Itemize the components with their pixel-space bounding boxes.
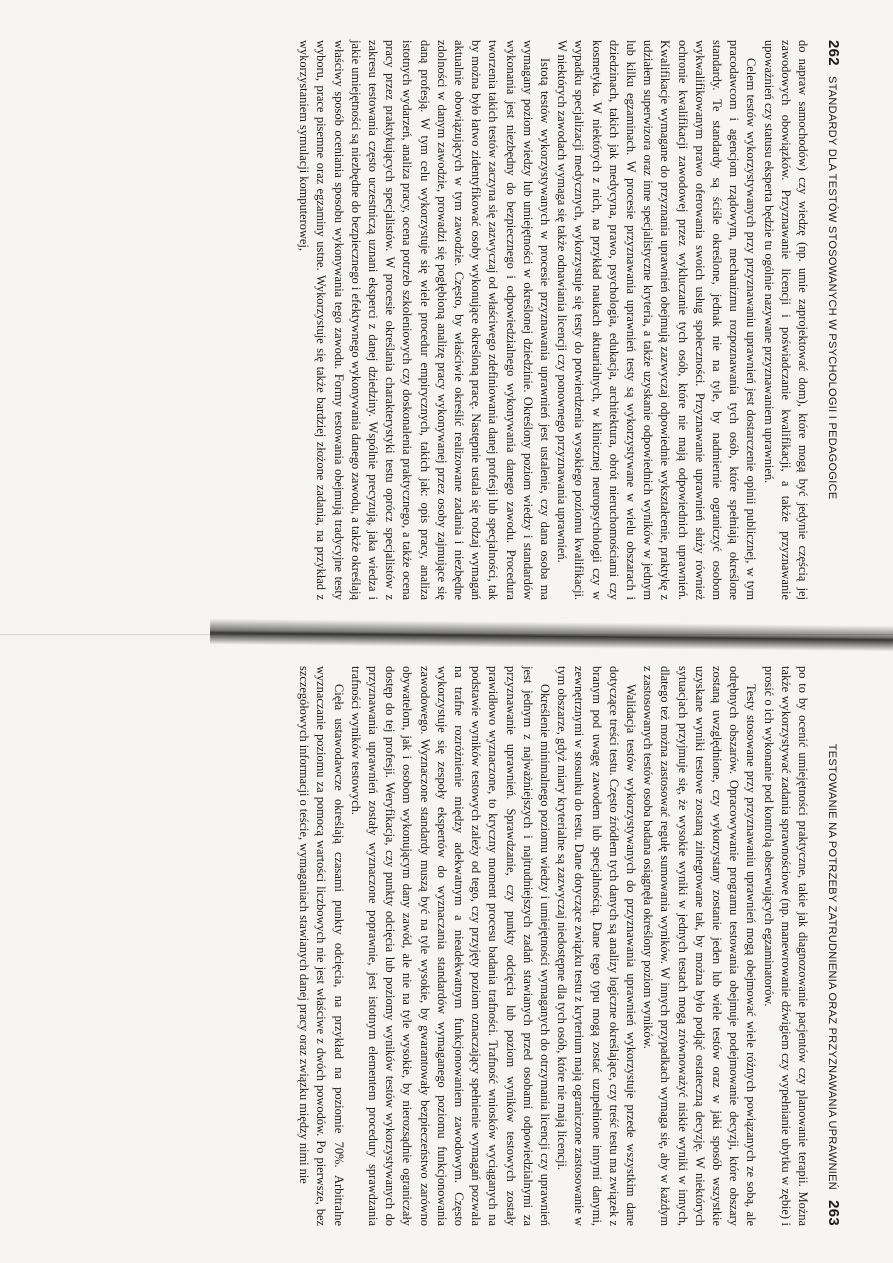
running-head-title: TESTOWANIE NA POTRZEBY ZATRUDNIENIA ORAZ PRZYZNAWANIA UPRAWNIEŃ: [826, 743, 838, 1191]
running-head-title: STANDARDY DLA TESTÓW STOSOWANYCH W PSYCHOLOGII I PEDAGOGICE: [826, 75, 838, 500]
paragraph: Walidacja testów wykorzystywanych do przyznawania uprawnień wykorzystuje przede wszystkim dane dotyczące treści testu. Często źródłem tych danych są analizy logiczne określające, czy treść testu ma związek z branym pod uwagę zawodem lub specjalnością. Dane tego typu mogą zostać uzupełnione innymi danymi, zewnętrznymi w stosunku do testu. Dane dotyczące związku testu z kryterium mają ograniczone zastosowanie w tym obszarze, gdyż miary kryterialne są zazwyczaj niedostępne dla tych osób, które nie mają licencji.: [555, 666, 638, 1226]
running-head-263: [825, 666, 842, 1226]
page-263-body: [295, 666, 811, 1226]
spine-shadow: [210, 618, 893, 651]
page-263: [72, 666, 842, 1226]
paragraph: po to by ocenić umiejętności praktyczne, takie jak diagnozowanie pacjentów czy planowanie terapii. Można także wykorzystywać zadania sprawnościowe (np. manewrowanie dźwigiem czy wypełnianie ubytku w zębie) i prosić o ich wykonanie pod kontrolą obserwujących egzaminatorów.: [761, 666, 810, 1226]
page-number: 262: [825, 40, 842, 66]
running-head-262: [825, 40, 842, 600]
paragraph: Testy stosowane przy przyznawaniu uprawnień mogą obejmować wiele różnych powiązanych ze sobą, ale odrębnych obszarów. Opracowywanie programu testowania obejmuje podejmowanie decyzji, które obszary zostaną uwzględnione, czy wykorzystany zostanie jeden lub wiele testów oraz w jaki sposób wszystkie uzyskane wyniki testowe zostaną zintegrowane tak, by można było podjąć ostateczną decyzję. W niektórych sytuacjach przyjmuje się, że wysokie wyniki w jednych testach mogą zrównoważyć niskie wyniki w innych, dlatego też można zastosować regułę sumowania wyników. W innych przypadkach wymaga się, aby w każdym z zastosowanych testów osoba badana osiągnęła określony poziom wyników.: [641, 666, 759, 1226]
paragraph: Celem testów wykorzystywanych przy przyznawaniu uprawnień jest dostarczenie opinii publicznej, w tym pracodawcom i agencjom rządowym, mechanizmu rozpoznawania tych osób, które spełniają określone standardy. Te standardy są ściśle określone, jednak nie na tyle, by nadmiernie ograniczyć osobom wykwalifikowanym prawo oferowania swoich usług społeczności. Przyznawanie uprawnień służy również ochronie kwalifikacji zawodowej przez wykluczanie tych osób, które nie mają odpowiednich uprawnień. Kwalifikacje wymagane do przyznania uprawnień obejmują zazwyczaj odpowiednie wykształcenie, praktykę z udziałem superwizora oraz inne specjalistyczne kryteria, a także uzyskanie odpowiednich wyników w jednym lub kilku egzaminach. W procesie przyznawania uprawnień testy są wykorzystywane w wielu obszarach i dziedzinach, takich jak medycyna, prawo, psychologia, edukacja, architektura, obrót nieruchomościami czy kosmetyka. W niektórych z nich, na przykład naukach aktuarialnych, w klinicznej neuropsychologii czy w wypadku specjalizacji medycznych, wykorzystuje się testy do potwierdzenia wysokiego poziomu kwalifikacji. W niektórych zawodach wymaga się także odnawiania licencji czy ponownego przyznawania uprawnień.: [555, 40, 759, 600]
paragraph: do napraw samochodów) czy wiedzę (np. umie zaprojektować dom), które mogą być jedynie częścią jej zawodowych obowiązków. Przyznawanie licencji i poświadczanie kwalifikacji, a także przyznawanie upoważnień czy statusu eksperta będzie tu ogólnie nazywane przyznawaniem uprawnień.: [761, 40, 810, 600]
paragraph: Istotą testów wykorzystywanych w procesie przyznawania uprawnień jest ustalenie, czy dana osoba ma wymagany poziom wiedzy lub umiejętności w określonej dziedzinie. Określony poziom wiedzy i standardów wykonania jest niezbędny do bezpiecznego i odpowiedzialnego wykonywania danego zawodu. Procedura tworzenia takich testów zaczyna się zazwyczaj od właściwego zdefiniowania danej profesji lub specjalności, tak by można było łatwo zidentyfikować osoby wykonujące określoną pracę. Następnie ustala się rodzaj wymagań aktualnie obowiązujących w tym zawodzie. Często, by właściwie określić realizowane zadania i niezbędne zdolności w danym zawodzie, prowadzi się pogłębioną analizę pracy wykonywanej przez osoby zajmujące się daną profesją. W tym celu wykorzystuje się wiele procedur empirycznych, takich jak: opis pracy, analiza istotnych wydarzeń, analiza pracy, ocena potrzeb szkoleniowych czy doskonalenia praktycznego, a także ocena pracy przez praktykujących specjalistów. W procesie określania charakterystyki testu oprócz specjalistów z zakresu testowania często uczestniczą uznani eksperci z danej dziedziny. Wspólnie precyzują, jaka wiedza i jakie umiejętności są niezbędne do bezpiecznego i efektywnego wykonywania danego zawodu, a także określają właściwy sposób oceniania sposobu wykonywania tego zawodu. Formy testowania obejmują tradycyjne testy wyboru, prace pisemne oraz egzaminy ustne. Wykorzystuje się także bardziej złożone zadania, na przykład z wykorzystaniem symulacji komputerowej,: [297, 40, 552, 600]
page-262: [72, 40, 842, 600]
paragraph: Cięła ustawodawcze określają czasami punkty odcięcia, na przykład na poziomie 70%. Arbitralne wyznaczanie poziomu za pomocą wartości liczbowych nie jest właściwe z dwóch powodów. Po pierwsze, bez szczegółowych informacji o teście, wymaganiach stawianych danej pracy oraz związku między nimi nie: [297, 666, 346, 1226]
page-262-body: [295, 40, 811, 600]
page-number: 263: [825, 1200, 842, 1226]
paragraph: Określenie minimalnego poziomu wiedzy i umiejętności wymaganych do otrzymania licencji czy uprawnień jest jednym z najważniejszych i najtrudniejszych zadań stawianych przed osobami odpowiedzialnymi za przyznawanie uprawnień. Sprawdzanie, czy punkty odcięcia lub poziom wyników testowych zostały prawidłowo wyznaczone, to kryczny moment procesu badania trafności. Trafność wniosków wyciąganych na podstawie wyników testowych zależy od tego, czy przyjęty poziom oznaczający spełnienie wymagań pozwala na trafne rozróżnienie między adekwatnym a nieadekwatnym funkcjonowaniem zawodowym. Często wykorzystuje się zespoły ekspertów do wyznaczania standardów wymaganego poziomu funkcjonowania zawodowego. Wyznaczone standardy muszą być na tyle wysokie, by gwarantowały bezpieczeństwo zarówno obywatelom, jak i osobom wykonującym dany zawód, ale nie na tyle wysokie, by nierozsądnie ograniczały dostęp do tej profesji. Weryfikacja, czy punkty odcięcia lub poziomy wyników testów wykorzystywanych do przyznawania uprawnień zostały wyznaczone poprawnie, jest istotnym elementem procedury sprawdzania trafności wyników testowych.: [348, 666, 552, 1226]
